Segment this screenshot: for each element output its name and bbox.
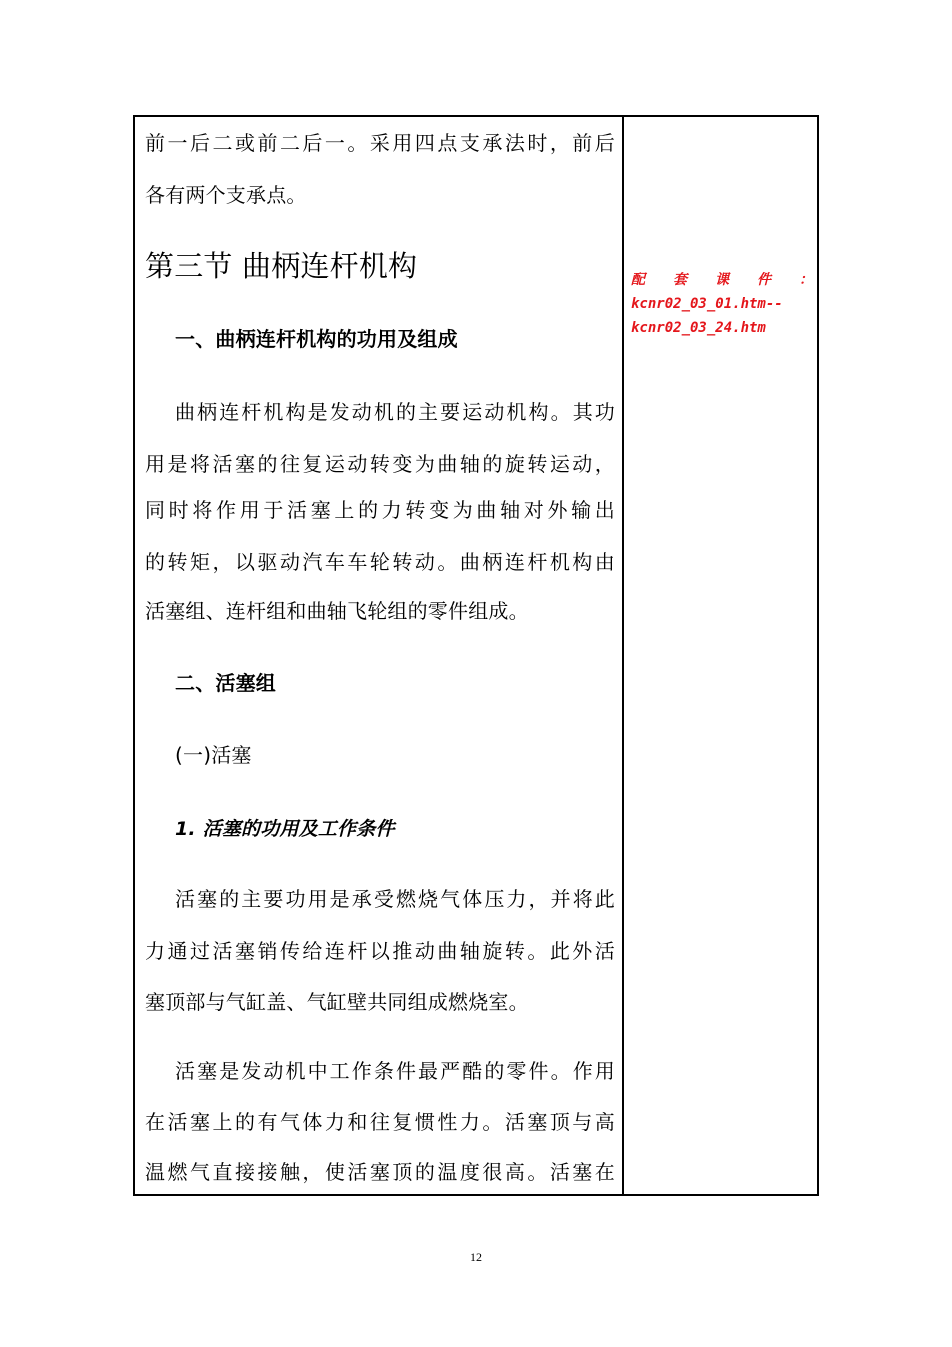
column-divider	[622, 117, 624, 1194]
para-2-line-1: 活塞的主要功用是承受燃烧气体压力，并将此	[175, 887, 615, 911]
courseware-link-start[interactable]: kcnr02_03_01.htm--	[631, 296, 783, 312]
heading-piston: (一)活塞	[175, 743, 252, 767]
intro-line-2: 各有两个支承点。	[145, 183, 307, 207]
para-1-line-4: 的转矩，以驱动汽车车轮转动。曲柄连杆机构由	[145, 550, 615, 574]
page-number: 12	[470, 1250, 482, 1264]
para-1-line-5: 活塞组、连杆组和曲轴飞轮组的零件组成。	[145, 599, 529, 623]
para-3-line-2: 在活塞上的有气体力和往复惯性力。活塞顶与高	[145, 1110, 615, 1134]
para-1-line-1: 曲柄连杆机构是发动机的主要运动机构。其功	[175, 400, 615, 424]
heading-piston-function: 1. 活塞的功用及工作条件	[175, 818, 395, 840]
heading-piston-group: 二、活塞组	[175, 671, 276, 695]
courseware-link-end[interactable]: kcnr02_03_24.htm	[631, 320, 766, 336]
para-1-line-2: 用是将活塞的往复运动转变为曲轴的旋转运动，	[145, 452, 615, 476]
courseware-label: 配套课件：	[631, 272, 815, 288]
heading-function-composition: 一、曲柄连杆机构的功用及组成	[175, 327, 458, 351]
section-title: 第三节 曲柄连杆机构	[145, 249, 418, 283]
intro-line-1: 前一后二或前二后一。采用四点支承法时，前后	[145, 131, 615, 155]
content-table	[133, 115, 819, 1196]
para-2-line-2: 力通过活塞销传给连杆以推动曲轴旋转。此外活	[145, 939, 615, 963]
para-3-line-3: 温燃气直接接触，使活塞顶的温度很高。活塞在	[145, 1160, 615, 1184]
para-2-line-3: 塞顶部与气缸盖、气缸壁共同组成燃烧室。	[145, 990, 529, 1014]
para-1-line-3: 同时将作用于活塞上的力转变为曲轴对外输出	[145, 498, 615, 522]
para-3-line-1: 活塞是发动机中工作条件最严酷的零件。作用	[175, 1059, 615, 1083]
